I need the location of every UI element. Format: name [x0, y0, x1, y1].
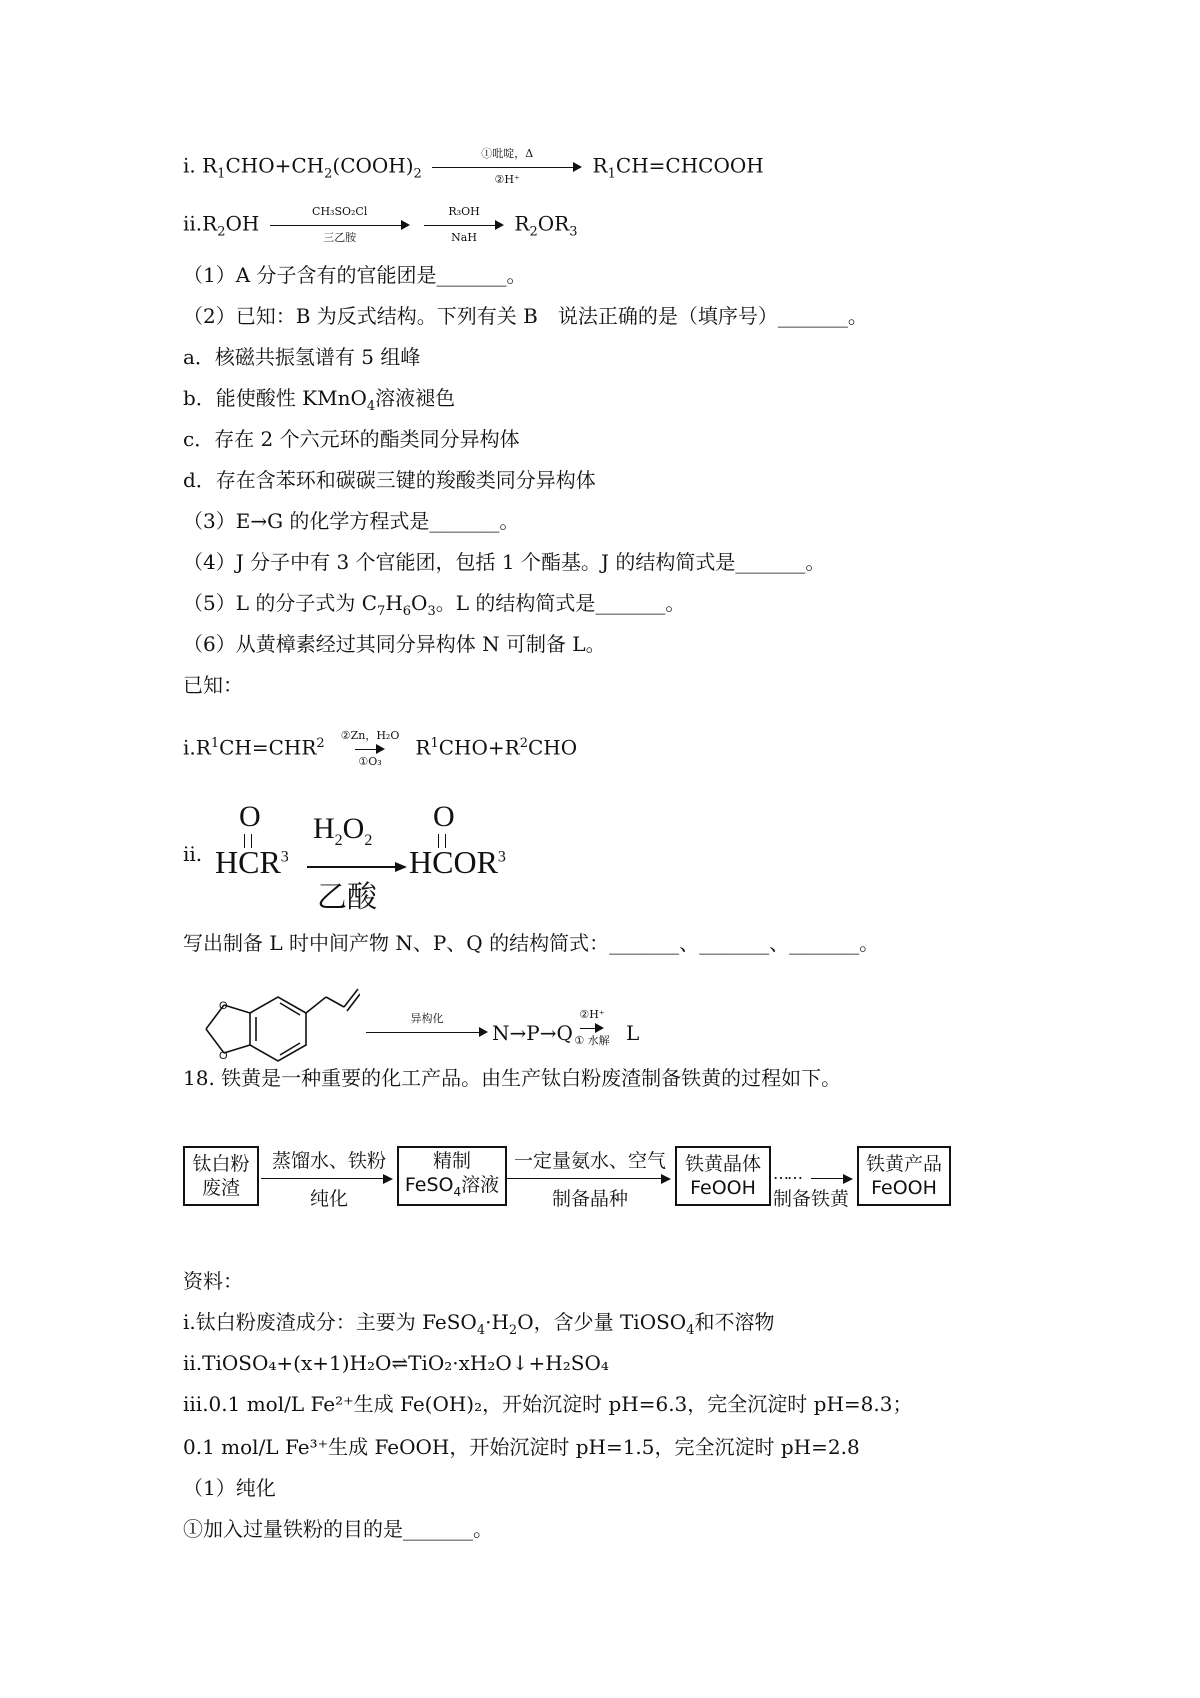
text: （5）L 的分子式为 C [183, 591, 378, 615]
question-1: （1）A 分子含有的官能团是_______。 [183, 263, 527, 287]
svg-text:O: O [219, 1050, 228, 1062]
question-4: （4）J 分子中有 3 个官能团，包括 1 个酯基。J 的结构简式是_______。 [183, 550, 826, 574]
svg-text:O: O [219, 1000, 228, 1012]
known-ii-scheme [183, 800, 523, 915]
arrow-shaft [261, 1178, 384, 1179]
sub: 6 [402, 604, 412, 619]
text: 。L 的结构简式是_______。 [435, 591, 686, 615]
sub: 2 [413, 166, 422, 182]
arrow-top-label: ②Zn，H₂O [340, 729, 400, 742]
info-iii-b: 0.1 mol/L Fe³⁺生成 FeOOH，开始沉淀时 pH=1.5，完全沉淀时 pH=2.8 [183, 1435, 860, 1459]
text: O [342, 812, 365, 845]
text: ii.R [183, 211, 218, 236]
text: CHO+CH [225, 153, 325, 178]
sub: 1 [607, 166, 616, 182]
flow-arrow-1-bottom: 纯化 [309, 1188, 348, 1210]
flow-arrow-1-top: 蒸馏水、铁粉 [271, 1150, 386, 1172]
flow-arrow-2 [507, 1174, 671, 1184]
ester-right [409, 844, 506, 881]
flow-box-waste [183, 1146, 259, 1206]
text: 铁黄产品 [865, 1153, 942, 1175]
sub: 2 [508, 1323, 518, 1338]
part-1-question-1: ①加入过量铁粉的目的是_______。 [183, 1517, 493, 1541]
hydrolysis-arrow [570, 1009, 614, 1047]
write-npq: 写出制备 L 时中间产物 N、P、Q 的结构简式：_______、_______、_______。 [183, 931, 880, 955]
text: (COOH) [332, 153, 414, 178]
oxygen-atom: O [433, 800, 455, 833]
flow-box-crystal [675, 1146, 771, 1206]
text: OR [537, 211, 570, 236]
option-c: c．存在 2 个六元环的酯类同分异构体 [183, 427, 520, 451]
ketone-left [215, 844, 289, 881]
arrow-shaft [355, 742, 385, 756]
text: 和不溶物 [694, 1310, 775, 1334]
text: 溶液褪色 [375, 386, 456, 410]
sub: 3 [569, 224, 578, 240]
sub: 2 [324, 166, 333, 182]
arrow-bottom-label: ①O₃ [358, 755, 382, 768]
sup: 3 [280, 848, 289, 866]
product-L: L [626, 1021, 640, 1045]
flow-arrow-2-top: 一定量氨水、空气 [513, 1150, 666, 1172]
text: 铁黄晶体 [684, 1153, 761, 1175]
arrow-top-label: CH₃SO₂Cl [312, 205, 368, 218]
text: 废渣 [201, 1177, 240, 1199]
flow-arrow-3 [771, 1166, 853, 1184]
arrow-shaft [507, 1178, 662, 1179]
sub: 2 [364, 832, 373, 849]
question-5 [183, 590, 685, 625]
text: i.钛白粉废渣成分：主要为 FeSO [183, 1310, 477, 1334]
sub: 4 [366, 399, 376, 414]
text: O，含少量 TiOSO [517, 1310, 687, 1334]
q18-flow-diagram [183, 1140, 1013, 1220]
isomerization-arrow [366, 1013, 488, 1039]
arrow-shaft [366, 1025, 488, 1039]
arrow-shaft [580, 1021, 604, 1035]
text: 精制 [432, 1149, 471, 1172]
text: b．能使酸性 KMnO [183, 386, 367, 410]
flow-arrow-2-bottom: 制备晶种 [551, 1188, 628, 1210]
arrow-shaft [307, 866, 397, 868]
question-2: （2）已知：B 为反式结构。下列有关 B 说法正确的是（填序号）_______。 [183, 304, 868, 328]
oxygen-atom: O [239, 800, 261, 833]
text: O [411, 591, 428, 615]
text: OH [225, 211, 260, 236]
info-ii: ii.TiOSO₄+(x+1)H₂O⇌TiO₂·xH₂O↓+H₂SO₄ [183, 1351, 609, 1375]
sub: 4 [476, 1323, 486, 1338]
text: 钛白粉 [192, 1153, 250, 1175]
sub: 3 [427, 604, 436, 619]
text: HCR [215, 844, 281, 880]
reaction-arrow-1 [270, 206, 410, 244]
arrow-bottom-label: 三乙胺 [323, 231, 357, 244]
text: R [514, 211, 530, 236]
flow-box-feso4 [397, 1146, 507, 1206]
arrow-shaft [432, 160, 582, 174]
reaction-arrow-2 [424, 206, 504, 244]
arrow-head [383, 1174, 393, 1184]
text: R [592, 153, 608, 178]
option-d: d．存在含苯环和碳碳三键的羧酸类同分异构体 [183, 468, 596, 492]
text: FeOOH [871, 1177, 937, 1199]
sub: 1 [217, 166, 226, 182]
text: FeOOH [690, 1177, 756, 1199]
sub: 4 [453, 1184, 462, 1199]
option-b [183, 385, 455, 420]
arrow-top-label: 异构化 [410, 1012, 444, 1025]
info-iii-a: iii.0.1 mol/L Fe²⁺生成 Fe(OH)₂，开始沉淀时 pH=6.3，完全沉淀时 pH=8.3； [183, 1392, 913, 1416]
arrow-top-label: R₃OH [448, 205, 480, 218]
info-i [183, 1309, 774, 1344]
sup: 2 [316, 735, 325, 751]
known-label: 已知： [183, 673, 243, 697]
info-label: 资料： [183, 1269, 243, 1293]
text: CH=CHCOOH [615, 153, 764, 178]
sub: 2 [217, 224, 226, 240]
text-line [399, 1173, 505, 1204]
arrow-head [661, 1174, 671, 1184]
reaction-arrow [432, 148, 582, 186]
flow-box-product [857, 1146, 951, 1206]
text: i.R [183, 735, 211, 760]
known-reaction-ii [183, 206, 578, 246]
sub: 2 [529, 224, 538, 240]
question-3: （3）E→G 的化学方程式是_______。 [183, 509, 520, 533]
part-1: （1）纯化 [183, 1476, 276, 1500]
text: CH=CHR [219, 735, 317, 760]
sub: 4 [686, 1323, 695, 1338]
text: i. R [183, 153, 218, 178]
option-a: a．核磁共振氢谱有 5 组峰 [183, 345, 421, 369]
arrow-top-label: ②H⁺ [579, 1008, 605, 1021]
arrow-head [395, 862, 407, 872]
sup: 1 [210, 735, 220, 751]
text: CHO+R [438, 735, 520, 760]
arrow-bottom-label: NaH [451, 231, 477, 244]
reaction-arrow [337, 730, 403, 768]
reaction-arrow [307, 862, 407, 872]
arrow-bottom-label: ① 水解 [574, 1034, 610, 1047]
sup: 1 [430, 735, 439, 751]
text: HCOR [409, 844, 498, 880]
sub: 7 [377, 604, 386, 619]
arrow-shaft [270, 218, 410, 232]
flow-arrow-1 [261, 1174, 393, 1184]
known-ozonolysis [183, 730, 577, 768]
text: 溶液 [461, 1173, 500, 1196]
flow-arrow-3-bottom: 制备铁黄 [772, 1188, 849, 1210]
arrow-head [843, 1174, 853, 1184]
reagent-bottom: 乙酸 [317, 880, 377, 915]
text: FeSO [404, 1173, 454, 1196]
text: CHO [528, 735, 578, 760]
text: H [385, 591, 403, 615]
sub: 2 [334, 832, 343, 849]
npq-sequence: N→P→Q [492, 1021, 573, 1045]
text: H [313, 812, 335, 845]
known-reaction-i [183, 148, 764, 188]
sup: 2 [519, 735, 528, 751]
arrow-shaft [424, 218, 504, 232]
arrow-top-label: ①吡啶，Δ [481, 147, 534, 160]
q18-title: 18. 铁黄是一种重要的化工产品。由生产钛白粉废渣制备铁黄的过程如下。 [183, 1066, 842, 1090]
label: ii. [183, 842, 203, 866]
arrow-bottom-label: ②H⁺ [494, 173, 520, 186]
sup: 3 [497, 848, 506, 866]
reagent-top [313, 812, 372, 850]
arrow-shaft [811, 1178, 844, 1179]
question-6: （6）从黄樟素经过其同分异构体 N 可制备 L。 [183, 632, 606, 656]
dots: …… [773, 1164, 801, 1183]
text: ·H [485, 1310, 509, 1334]
text: R [415, 735, 431, 760]
